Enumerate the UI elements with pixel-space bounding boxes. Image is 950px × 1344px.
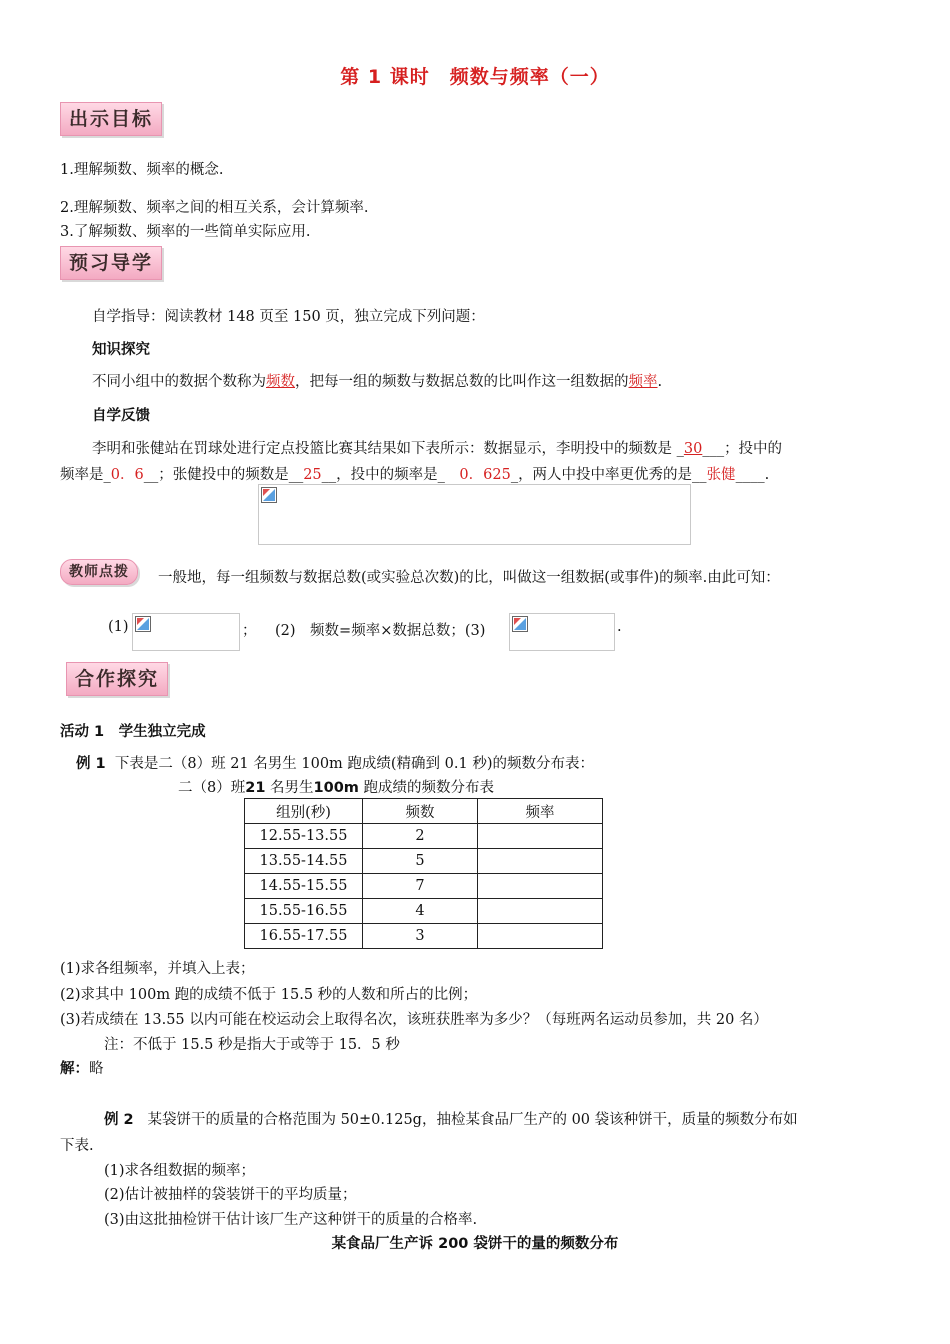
formula-1-label: (1) (108, 619, 129, 635)
feedback-text-g: ____. (735, 467, 770, 483)
knowledge-heading: 知识探究 (92, 342, 150, 358)
table-caption-c: 名男生 (270, 780, 314, 796)
example-2-label: 例 2 (104, 1112, 134, 1128)
table-row (245, 874, 603, 899)
example-1-label: 例 1 (76, 756, 106, 772)
table-cell: 2 (363, 824, 478, 849)
example-2-line-1 (104, 1108, 798, 1129)
example-1-question-2: (2)求其中 100m 跑的成绩不低于 15.5 秒的人数和所占的比例； (60, 987, 478, 1003)
feedback-text-c: 频率是_ (60, 467, 111, 483)
table-cell (478, 824, 603, 849)
example-1-text: 下表是二（8）班 21 名男生 100m 跑成绩(精确到 0.1 秒)的频数分布表： (114, 756, 594, 772)
activity-heading: 活动 1 学生独立完成 (60, 724, 206, 740)
example-2-text: 某袋饼干的质量的合格范围为 50±0.125g，抽检某食品厂生产的 00 袋该种饼干，质量的频数分布如 (147, 1112, 798, 1128)
broken-image-icon (135, 616, 151, 632)
table-row (245, 824, 603, 849)
answer-zhangjian-rate: 0．625 (459, 467, 511, 483)
objective-2: 2.理解频数、频率之间的相互关系，会计算频率. (60, 200, 369, 216)
table-cell: 3 (363, 924, 478, 949)
example-2-question-3: (3)由这批抽检饼干估计该厂生产这种饼干的质量的合格率. (104, 1212, 478, 1228)
broken-image-icon (261, 487, 277, 503)
preview-badge: 预习导学 (60, 246, 162, 280)
table-header: 组别(秒) (245, 799, 363, 824)
example-1-answer (60, 1057, 104, 1078)
formula-1-sep: ； (242, 623, 257, 639)
table-row (245, 899, 603, 924)
feedback-heading: 自学反馈 (92, 408, 150, 424)
answer-better-player: 张健 (706, 467, 736, 483)
answer-liming-count: 30 (683, 441, 703, 457)
score-table-image (258, 484, 691, 545)
teacher-tip-text: 一般地，每一组频数与数据总数(或实验总次数)的比，叫做这一组数据(或事件)的频率.由此可知： (158, 570, 780, 586)
knowledge-line (92, 370, 662, 391)
table-caption (178, 776, 494, 797)
example-2-line-2: 下表. (60, 1138, 94, 1154)
table-cell (478, 924, 603, 949)
example-1-question-1: (1)求各组频率，并填入上表； (60, 961, 255, 977)
objectives-badge: 出示目标 (60, 102, 162, 136)
answer-frequency-count: 频数 (266, 374, 295, 390)
example-1 (76, 752, 594, 773)
table-cell: 14.55-15.55 (245, 874, 363, 899)
table-caption-e: 跑成绩的频数分布表 (363, 780, 495, 796)
feedback-line-1 (92, 437, 782, 458)
example-1-note: 注：不低于 15.5 秒是指大于或等于 15．5 秒 (104, 1037, 400, 1053)
table-caption-d: 100m (313, 780, 359, 796)
example-2-question-2: (2)估计被抽样的袋装饼干的平均质量； (104, 1187, 357, 1203)
table-cell: 4 (363, 899, 478, 924)
formula-3-end: . (617, 619, 622, 635)
answer-liming-rate: 0．6 (110, 467, 144, 483)
feedback-line-2 (60, 463, 769, 484)
table-row (245, 849, 603, 874)
table-cell (478, 874, 603, 899)
table-caption-b: 21 (245, 780, 266, 796)
page-title: 第 1 课时 频数与频率（一） (340, 66, 610, 88)
table-cell: 12.55-13.55 (245, 824, 363, 849)
formula-3-image (509, 613, 615, 651)
feedback-text-e: __，投中的频率是_ (321, 467, 460, 483)
knowledge-text-a: 不同小组中的数据个数称为 (92, 374, 266, 390)
table-caption-a: 二（8）班 (178, 780, 246, 796)
table-header: 频数 (363, 799, 478, 824)
table-cell: 5 (363, 849, 478, 874)
answer-zhangjian-count: 25 (303, 467, 322, 483)
table-header-row (245, 799, 603, 824)
knowledge-text-end: . (657, 374, 663, 390)
feedback-text-f: _，两人中投中率更优秀的是__ (510, 467, 707, 483)
objective-3: 3.了解频数、频率的一些简单实际应用. (60, 224, 311, 240)
feedback-text-a: 李明和张健站在罚球处进行定点投篮比赛其结果如下表所示：数据显示，李明投中的频数是 _ (92, 441, 684, 457)
self-study-guide: 自学指导：阅读教材 148 页至 150 页，独立完成下列问题： (92, 309, 485, 325)
table-cell: 7 (363, 874, 478, 899)
table-row (245, 924, 603, 949)
table-cell: 15.55-16.55 (245, 899, 363, 924)
example-2-question-1: (1)求各组数据的频率； (104, 1163, 256, 1179)
broken-image-icon (512, 616, 528, 632)
feedback-text-d: __；张健投中的频数是__ (143, 467, 304, 483)
teacher-tip-badge: 教师点拨 (60, 559, 138, 585)
example-2-table-caption: 某食品厂生产诉 200 袋饼干的量的频数分布 (331, 1236, 619, 1252)
answer-frequency-rate: 频率 (628, 374, 658, 390)
frequency-table (244, 798, 603, 949)
table-cell: 16.55-17.55 (245, 924, 363, 949)
formula-2: (2) 频数=频率×数据总数；(3) (275, 623, 486, 639)
formula-1-image (132, 613, 240, 651)
table-cell (478, 849, 603, 874)
answer-label: 解： (60, 1061, 89, 1077)
knowledge-text-b: ，把每一组的频数与数据总数的比叫作这一组数据的 (295, 374, 629, 390)
cooperate-badge: 合作探究 (66, 662, 168, 696)
table-header: 频率 (478, 799, 603, 824)
answer-text: 略 (89, 1061, 104, 1077)
table-cell: 13.55-14.55 (245, 849, 363, 874)
table-cell (478, 899, 603, 924)
objective-1: 1.理解频数、频率的概念. (60, 162, 224, 178)
feedback-text-b: ___；投中的 (702, 441, 783, 457)
example-1-question-3: (3)若成绩在 13.55 以内可能在校运动会上取得名次，该班获胜率为多少？（每班两名运动员参加，共 20 名） (60, 1012, 768, 1028)
